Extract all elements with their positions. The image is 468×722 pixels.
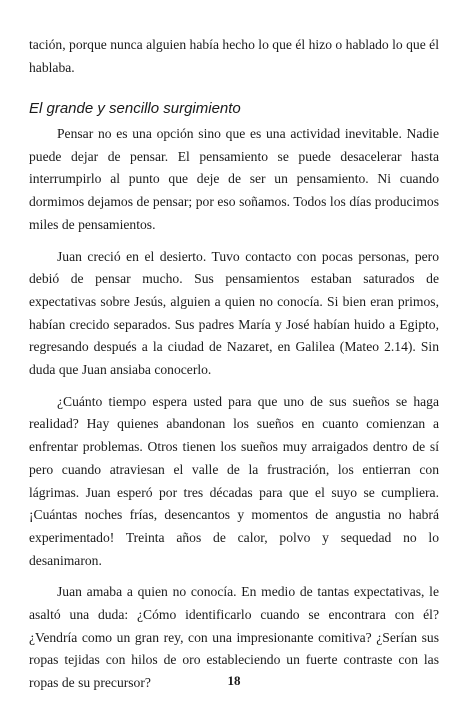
section-heading: El grande y sencillo surgimiento	[29, 100, 241, 117]
paragraph-2: Juan creció en el desierto. Tuvo contacto con pocas personas, pero debió de pensar mucho. Sus pensamientos estaban saturados de expectativas sobre Jesús, alguien a quien no conocía. Si bien eran primos, habían crecido separados. Sus padres María y José habían huido a Egipto, regresando después a la ciudad de Nazaret, en Galilea (Mateo 2.14). Sin duda que Juan ansiaba conocerlo.	[29, 248, 439, 378]
body-text	[29, 123, 439, 695]
paragraph-1: Pensar no es una opción sino que es una actividad inevitable. Nadie puede dejar de pensar. El pensamiento se puede desacelerar hasta interrumpirlo al punto que deje de ser un pensamiento. Ni cuando dormimos dejamos de pensar; por eso soñamos. Todos los días producimos miles de pensamientos.	[29, 126, 439, 232]
paragraph-3: ¿Cuánto tiempo espera usted para que uno de sus sueños se haga realidad? Hay quienes abandonan los sueños en cuanto comienzan a enfrentar problemas. Otros tienen los sueños muy arraigados dentro de sí pero cuando atraviesan el valle de la frustración, los entierran con lágrimas. Juan esperó por tres décadas para que el suyo se cumpliera. ¡Cuántas noches frías, desencantos y momentos de angustia no habrá experimentado! Treinta años de calor, polvo y sequedad no lo desanimaron.	[29, 393, 439, 568]
continuation-paragraph: tación, porque nunca alguien había hecho lo que él hizo o hablado lo que él hablaba.	[29, 37, 439, 75]
page-number: 18	[227, 673, 241, 688]
paragraph-4: Juan amaba a quien no conocía. En medio de tantas expectativas, le asaltó una duda: ¿Cómo identificarlo cuando se encontrara con él? ¿Vendría como un gran rey, con una impresionante comitiva? ¿Serían sus ropas tejidas con hilos de oro estableciendo un fuerte contraste con las ropas de su precursor?	[29, 584, 439, 691]
